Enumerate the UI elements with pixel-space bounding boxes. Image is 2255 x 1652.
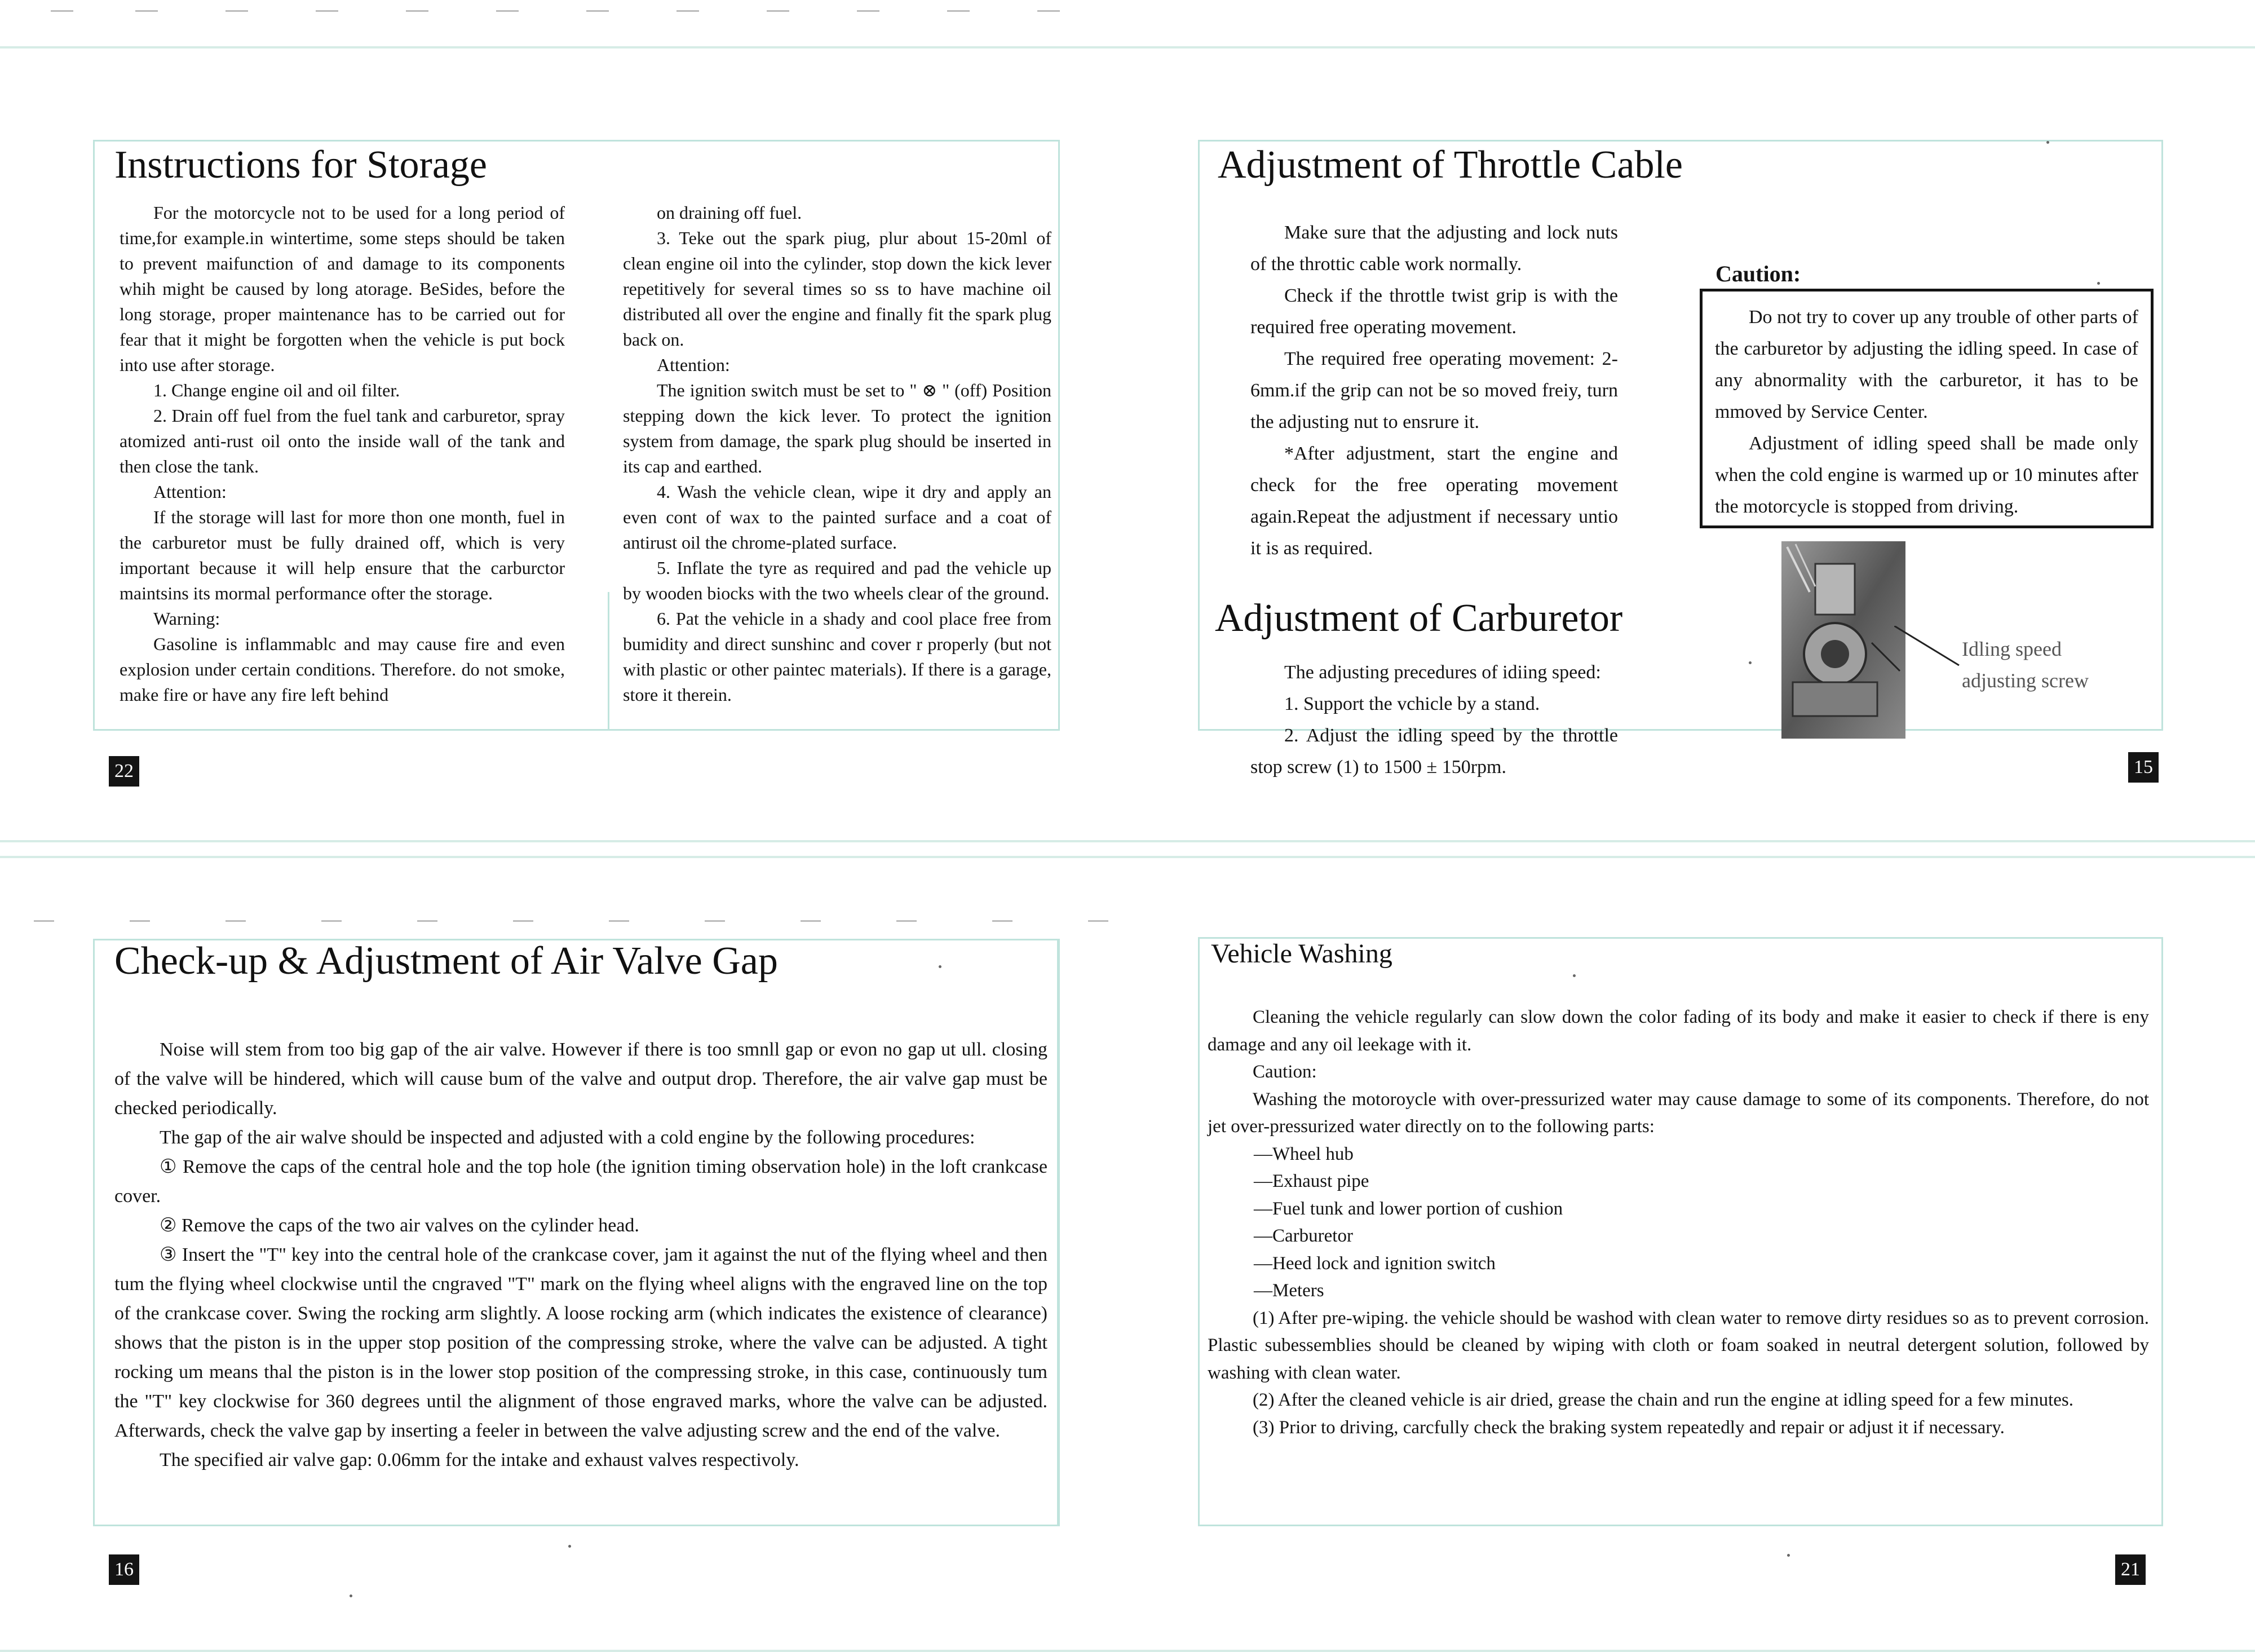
washing-step-2: (2) After the cleaned vehicle is air dried, grease the chain and run the engine at idling speed for a few minutes. (1253, 1390, 2074, 1410)
scan-speck (2097, 282, 2100, 285)
carburetor-column (1250, 657, 1618, 783)
throttle-para-2: Check if the throttle twist grip is with the required free operating movement. (1250, 285, 1618, 338)
storage-step-1: 1. Change engine oil and oil filter. (153, 380, 400, 400)
caution-heading: Caution: (1715, 261, 1801, 286)
storage-attention2-label: Attention: (657, 355, 730, 375)
air-valve-column (114, 1035, 1047, 1475)
washing-part-item: —Meters (1254, 1280, 1324, 1301)
air-valve-step-2: ② Remove the caps of the two air valves on the cylinder head. (160, 1215, 639, 1236)
scan-dash-line (767, 10, 789, 12)
storage-step-6: 6. Pat the vehicle in a shady and cool place free from bumidity and direct sunshinc and cover r properly (but not with plastic or other paintec materials). If there is a garage, store it therein. (623, 608, 1051, 705)
scan-speck (2046, 141, 2049, 144)
carburetor-title: Adjustment of Carburetor (1215, 597, 1623, 640)
scan-dash-line (586, 10, 609, 12)
top-left-column-divider (608, 592, 609, 731)
figure-callout: Idling speed adjusting screw (1962, 638, 2089, 692)
storage-title: Instructions for Storage (114, 143, 487, 187)
carburetor-photo (1781, 541, 1905, 739)
air-valve-para-1: Noise will stem from too big gap of the air valve. However if there is too smnll gap or evon no gap ut ull. closing of the valve will be hindered, which will cause bum of the valve and output drop. Therefore, the air valve gap must be checked periodically. (114, 1039, 1047, 1119)
caution-para-1: Do not try to cover up any trouble of other parts of the carburetor by adjusting the idling speed. In case of any abnormality with the carburetor, it has to be mmoved by Service Center. (1715, 307, 2138, 422)
scan-speck (1573, 974, 1576, 977)
carburetor-para-1: The adjusting precedures of idiing speed: (1284, 662, 1601, 683)
washing-part-item: —Wheel hub (1254, 1143, 1354, 1164)
page-number: 22 (109, 756, 139, 787)
scan-dash-line (51, 10, 73, 12)
air-valve-step-3: ③ Insert the "T" key into the central hole of the crankcase cover, jam it against the nut of the flying wheel and then tum the flying wheel clockwise until the cngraved "T" mark on the flying wheel aligns with the engraved line on the top of the crankcase cover. Swing the rocking arm slightly. A loose rocking arm (which indicates the existence of clearance) shows that the piston is in the upper stop position of the compressing stroke, where the valve can be adjusted. A tight rocking um means thal the piston is in the lower stop position of the compressing stroke, in this case, continuously tum the "T" key clockwise for 360 degrees until the alignment of those engraved marks, whore the valve can be adjusted. Afterwards, check the valve gap by inserting a feeler in between the valve adjusting screw and the end of the valve. (114, 1244, 1047, 1441)
air-valve-step-1: ① Remove the caps of the central hole and the top hole (the ignition timing observation hole) in the loft crankcase cover. (114, 1156, 1047, 1207)
washing-column (1208, 1004, 2149, 1441)
scan-speck (1787, 1554, 1790, 1557)
washing-step-3: (3) Prior to driving, carcfully check the braking system repeatedly and repair or adjust it if necessary. (1253, 1417, 2005, 1438)
washing-caution-label: Caution: (1253, 1062, 1317, 1082)
storage-attention-text: If the storage will last for more thon one month, fuel in the carburetor must be fully drained off, which is very important because it will help ensure that the carburctor maintsins its mormal performance ofter the storage. (120, 507, 565, 603)
air-valve-title: Check-up & Adjustment of Air Valve Gap (114, 939, 778, 983)
storage-column-left (120, 200, 565, 708)
air-valve-para-2: The gap of the air walve should be inspected and adjusted with a cold engine by the following procedures: (160, 1127, 975, 1148)
storage-step-2: 2. Drain off fuel from the fuel tank and carburetor, spray atomized anti-rust oil onto the inside wall of the tank and then close the tank. (120, 405, 565, 476)
scan-dash-line (406, 10, 428, 12)
washing-caution-text: Washing the motoroycle with over-pressurized water may cause damage to some of its components. Therefore, do not jet over-pressurized water directly on to the following parts: (1208, 1089, 2149, 1137)
storage-intro: For the motorcycle not to be used for a long period of time,for example.in wintertime, some steps should be taken to prevent maifunction of and damage to its components whih might be caused by long atorage. BeSides, before the long storage, proper maintenance has to be carried out for fear that it might be forgotten when the vehicle is put bock into use after storage. (120, 202, 565, 375)
scan-dash-line (676, 10, 699, 12)
scan-speck (350, 1594, 352, 1597)
storage-step-3: 3. Teke out the spark piug, plur about 15-20ml of clean engine oil into the cylinder, stop down the kick lever repetitively for several times so ss to have machine oil distributed all over the engine and finally fit the spark plug back on. (623, 228, 1051, 350)
washing-part-item: —Heed lock and ignition switch (1254, 1253, 1496, 1274)
page-number: 21 (2115, 1554, 2146, 1585)
scan-dash-line (135, 10, 158, 12)
throttle-para-1: Make sure that the adjusting and lock nuts of the throttic cable work normally. (1250, 222, 1618, 275)
callout-leader-line (1894, 626, 1962, 671)
washing-intro: Cleaning the vehicle regularly can slow down the color fading of its body and make it easier to check if there is eny damage and any oil leekage with it. (1208, 1007, 2149, 1055)
page-number: 16 (109, 1554, 139, 1585)
storage-step-4: 4. Wash the vehicle clean, wipe it dry and apply an even cont of wax to the painted surface and a coat of antirust oil the chrome-plated surface. (623, 482, 1051, 553)
washing-part-item: —Exhaust pipe (1254, 1171, 1369, 1191)
washing-part-item: —Carburetor (1254, 1226, 1353, 1246)
scan-dash-line (857, 10, 879, 12)
storage-attention-label: Attention: (153, 482, 227, 502)
carburetor-para-3: 2. Adjust the idling speed by the throttle stop screw (1) to 1500 ± 150rpm. (1250, 725, 1618, 778)
storage-attention2-text: The ignition switch must be set to " ⊗ " (off) Position stepping down the kick lever. To protect the ignition system from damage, the spark plug should be inserted in its cap and earthed. (623, 380, 1051, 476)
scan-dash-line (1037, 10, 1060, 12)
scan-speck (568, 1545, 571, 1548)
storage-column-right (623, 200, 1051, 708)
bottom-left-column-divider (1057, 939, 1059, 1526)
throttle-para-4: *After adjustment, start the engine and check for the free operating movement again.Repeat the adjustment if necessary untio it is as required. (1250, 443, 1618, 559)
scan-dash-line (947, 10, 970, 12)
washing-title: Vehicle Washing (1211, 939, 1392, 969)
scan-dash-line (226, 10, 248, 12)
scan-speck (1749, 661, 1752, 664)
caution-para-2: Adjustment of idling speed shall be made only when the cold engine is warmed up or 10 minutes after the motorcycle is stopped from driving. (1715, 433, 2138, 517)
storage-step-5: 5. Inflate the tyre as required and pad the vehicle up by wooden biocks with the two wheels clear of the ground. (623, 558, 1051, 603)
storage-fuel-cont: on draining off fuel. (657, 202, 802, 223)
throttle-para-3: The required free operating movement: 2-6mm.if the grip can not be so moved freiy, turn the adjusting nut to ensrure it. (1250, 348, 1618, 432)
storage-warning-label: Warning: (153, 608, 220, 629)
carburetor-para-2: 1. Support the vchicle by a stand. (1284, 694, 1540, 714)
washing-part-item: —Fuel tunk and lower portion of cushion (1254, 1198, 1563, 1219)
scan-dash-line (496, 10, 519, 12)
scan-dash-line (316, 10, 338, 12)
air-valve-spec: The specified air valve gap: 0.06mm for the intake and exhaust valves respectivoly. (160, 1450, 799, 1470)
storage-warning-text: Gasoline is inflammablc and may cause fire and even explosion under certain conditions. Therefore. do not smoke, make fire or have any fire left behind (120, 634, 565, 705)
throttle-column (1250, 217, 1618, 564)
caution-box (1700, 289, 2154, 528)
page-number: 15 (2128, 752, 2159, 783)
washing-step-1: (1) After pre-wiping. the vehicle should be washod with clean water to remove dirty residues so as to prevent corrosion. Plastic subessemblies should be cleaned by wiping with cloth or foam soaked in neutral detergent solution, followed by washing with clean water. (1208, 1308, 2149, 1383)
throttle-title: Adjustment of Throttle Cable (1218, 143, 1683, 187)
scan-speck (939, 965, 941, 968)
